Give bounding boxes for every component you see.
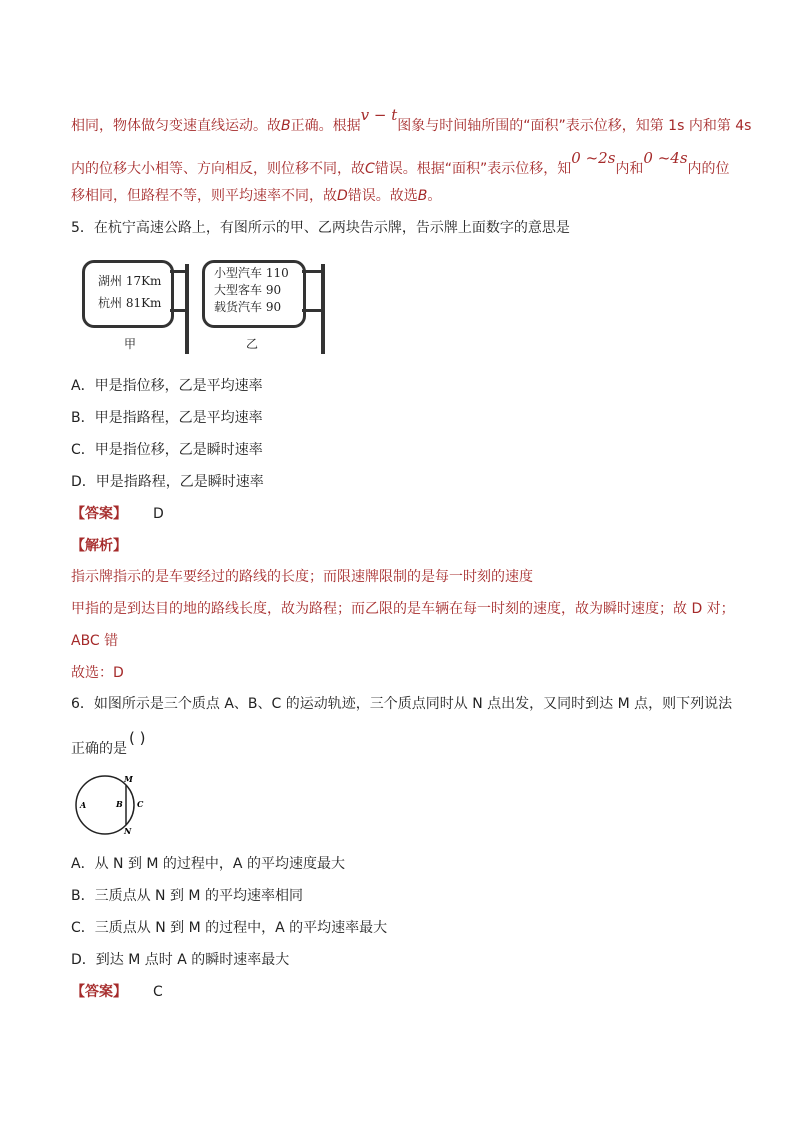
q6-answer [71,982,163,1002]
sign-jia-post [185,264,189,354]
sign-jia-bracket-top [170,270,185,273]
q5-analysis-4: 故选：D [71,665,124,681]
sign-jia-line-1: 湖州 17Km [98,274,162,288]
q6-option-c: C．三质点从 N 到 M 的过程中，A 的平均速率最大 [71,920,388,936]
q5-analysis-tag [71,536,127,556]
option-letter: B [417,188,428,204]
q5-stem: 5．在杭宁高速公路上，有图所示的甲、乙两块告示牌，告示牌上面数字的意思是 [71,220,570,236]
sign-yi-bracket-top [302,270,321,273]
label-a: A [80,800,87,810]
label-c: C [137,799,144,809]
range-formula: 0 ~4s [643,149,688,167]
answer-value: C [153,984,163,1000]
q5-analysis-1: 指示牌指示的是车要经过的路线的长度；而限速牌限制的是每一时刻的速度 [71,569,533,585]
q5-option-a: A．甲是指位移，乙是平均速率 [71,378,263,394]
q5-analysis-3: ABC 错 [71,633,119,649]
label-m: M [124,774,133,784]
text-segment: 错误。根据“面积”表示位移，知 [374,161,572,177]
text-segment: 。 [427,188,442,204]
answer-tag: 【答案】 [71,506,127,522]
q5-answer [71,504,164,524]
analysis-tag: 【解析】 [71,538,127,554]
text-segment: 内的位移大小相等、方向相反，则位移不同，故 [71,161,365,177]
option-letter: B [281,118,291,134]
answer-blank: ( ) [129,729,146,747]
text-segment: 内和 [615,161,644,177]
text-segment: 图象与时间轴所围的“面积”表示位移，知第 1s 内和第 4s [397,118,752,134]
label-b: B [116,799,123,809]
q5-option-b: B．甲是指路程，乙是平均速率 [71,410,263,426]
q6-stem-2 [71,729,146,759]
q6-stem-1: 6．如图所示是三个质点 A、B、C 的运动轨迹，三个质点同时从 N 点出发，又同时到达 M 点，则下列说法 [71,696,733,712]
q5-analysis-2: 甲指的是到达目的地的路线长度，故为路程；而乙限的是车辆在每一时刻的速度，故为瞬时速度；故 D 对； [71,601,735,617]
sign-yi-line-3: 载货汽车 90 [214,300,282,314]
prev-solution-line-1 [71,106,752,136]
sign-yi-post [321,264,325,354]
sign-jia-bracket-bottom [170,309,185,312]
q6-option-b: B．三质点从 N 到 M 的平均速率相同 [71,888,303,904]
prev-solution-line-2 [71,149,730,179]
q5-option-c: C．甲是指位移，乙是瞬时速率 [71,442,263,458]
sign-yi-bracket-bottom [302,309,321,312]
text-segment: 正确的是 [71,741,127,757]
trajectory-figure [70,770,160,840]
text-segment: 错误。故选 [347,188,418,204]
sign-yi-line-1: 小型汽车 110 [214,266,289,280]
answer-tag: 【答案】 [71,984,127,1000]
vt-formula: v − t [360,106,398,124]
answer-value: D [153,506,164,522]
sign-yi-line-2: 大型客车 90 [214,283,282,297]
label-n: N [124,826,132,836]
sign-yi-caption: 乙 [246,337,259,351]
sign-jia-caption: 甲 [124,337,137,351]
text-segment: 移相同，但路程不等，则平均速率不同，故 [71,188,337,204]
text-segment: 相同，物体做匀变速直线运动。故 [71,118,281,134]
sign-jia-line-2: 杭州 81Km [98,296,162,310]
prev-solution-line-3 [71,186,441,206]
option-letter: C [365,161,375,177]
text-segment: 内的位 [687,161,730,177]
q6-option-a: A．从 N 到 M 的过程中，A 的平均速度最大 [71,856,345,872]
q6-option-d: D．到达 M 点时 A 的瞬时速率最大 [71,952,290,968]
range-formula: 0 ~2s [571,149,616,167]
text-segment: 正确。根据 [290,118,361,134]
q5-option-d: D．甲是指路程，乙是瞬时速率 [71,474,264,490]
option-letter: D [337,188,348,204]
